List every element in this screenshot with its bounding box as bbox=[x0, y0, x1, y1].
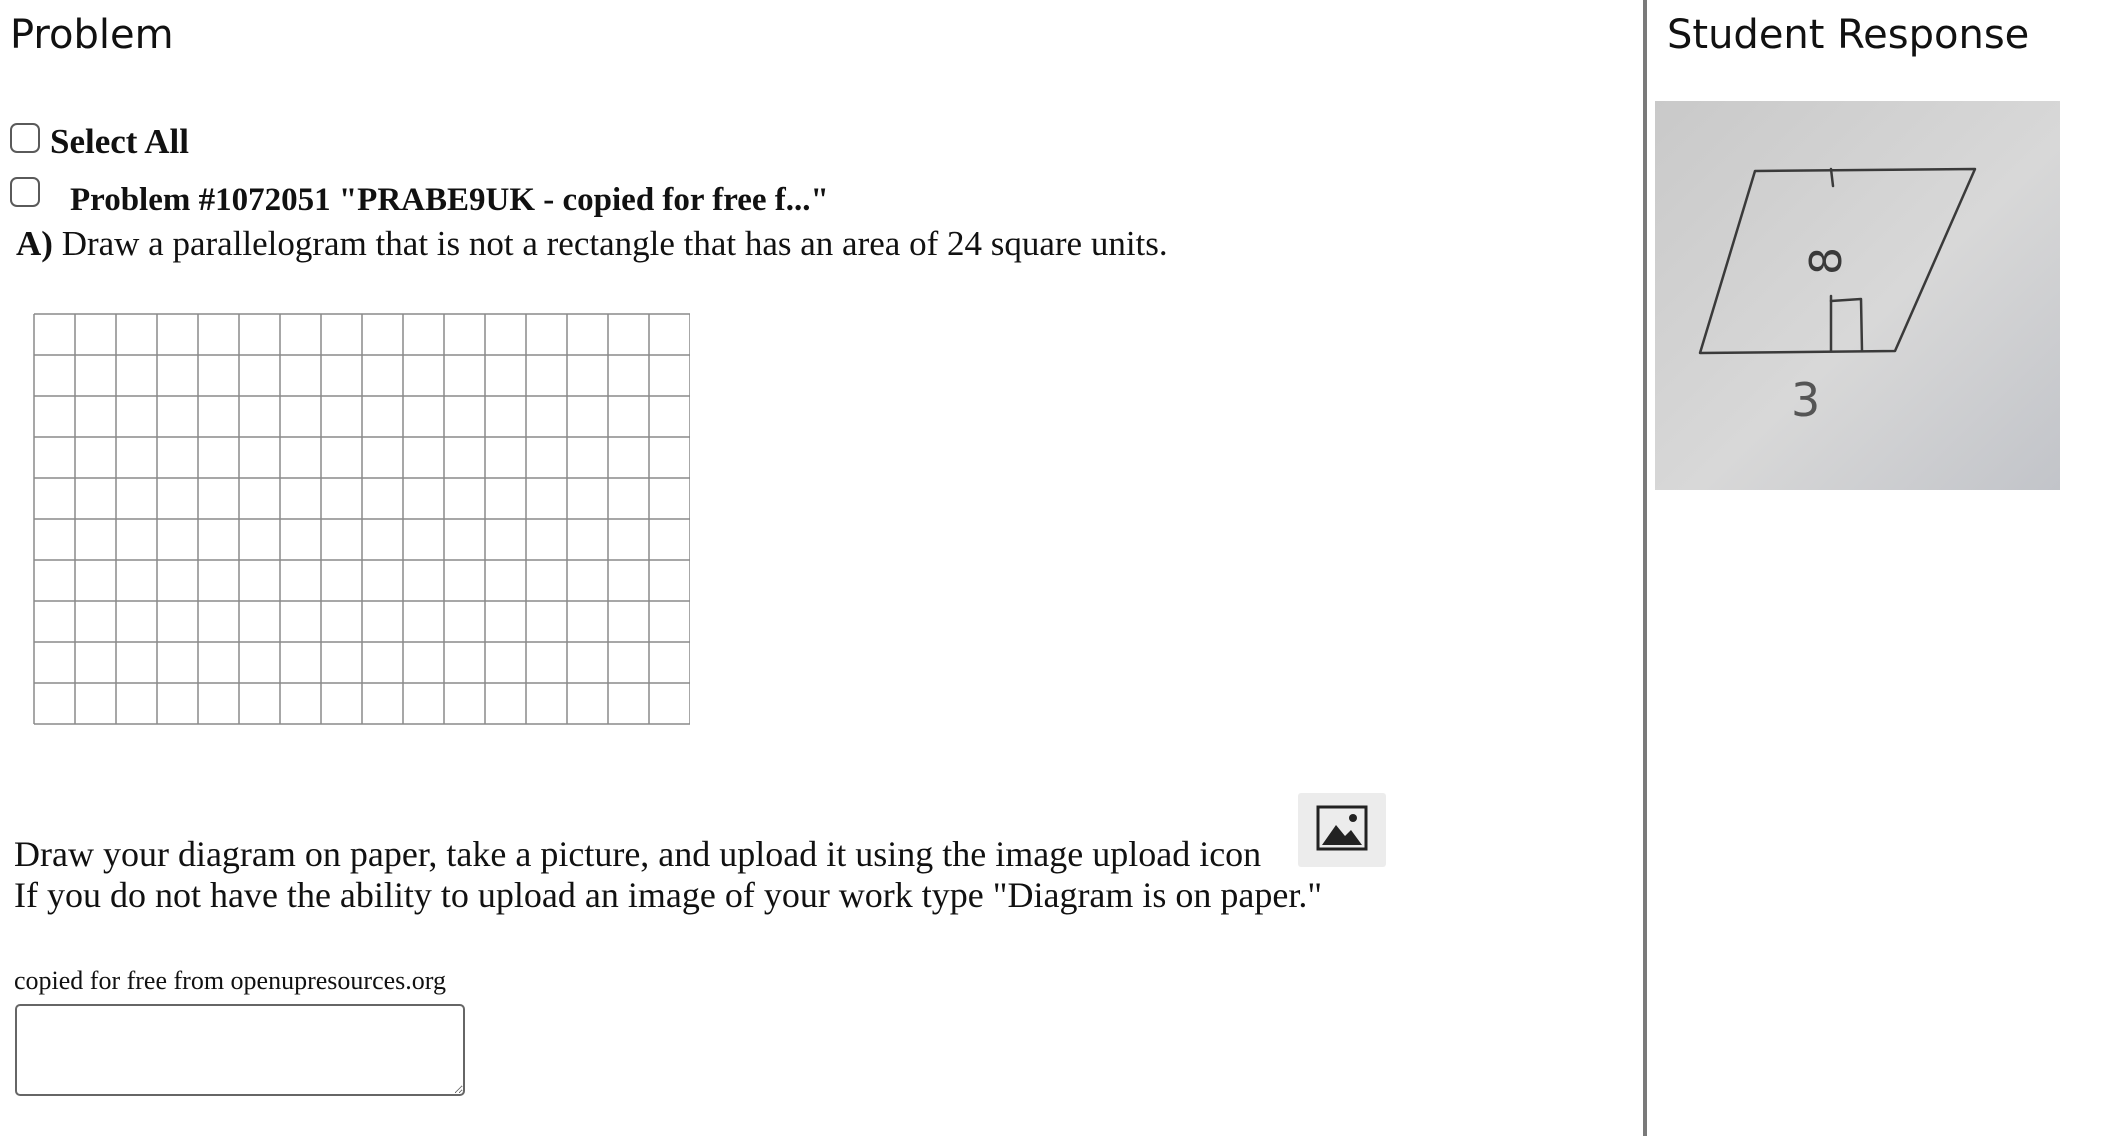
instruction-line-1: Draw your diagram on paper, take a picture, and upload it using the image upload icon bbox=[14, 834, 1262, 874]
student-response-image[interactable] bbox=[1655, 101, 2060, 490]
image-upload-icon bbox=[1316, 805, 1368, 851]
answer-textarea[interactable] bbox=[15, 1004, 465, 1096]
part-label: A) bbox=[16, 224, 53, 263]
panel-divider[interactable] bbox=[1643, 0, 1647, 1136]
part-text: Draw a parallelogram that is not a rectangle that has an area of 24 square units. bbox=[52, 224, 1168, 263]
problem-part-a bbox=[16, 224, 1168, 264]
instruction-line-2: If you do not have the ability to upload an image of your work type "Diagram is on paper." bbox=[14, 875, 1323, 915]
problem-select-checkbox[interactable] bbox=[10, 177, 40, 207]
source-note: copied for free from openupresources.org bbox=[14, 966, 446, 995]
handwritten-base-label: 3 bbox=[1791, 373, 1821, 427]
handwritten-height-label: 8 bbox=[1801, 247, 1852, 275]
square-grid-figure bbox=[30, 300, 690, 725]
upload-instructions bbox=[14, 834, 1322, 916]
select-all-checkbox[interactable] bbox=[10, 123, 40, 153]
problem-heading: Problem bbox=[10, 12, 174, 58]
student-response-heading: Student Response bbox=[1667, 12, 2030, 58]
select-all-label[interactable]: Select All bbox=[50, 122, 189, 161]
problem-title: Problem #1072051 "PRABE9UK - copied for free f..." bbox=[70, 182, 829, 218]
